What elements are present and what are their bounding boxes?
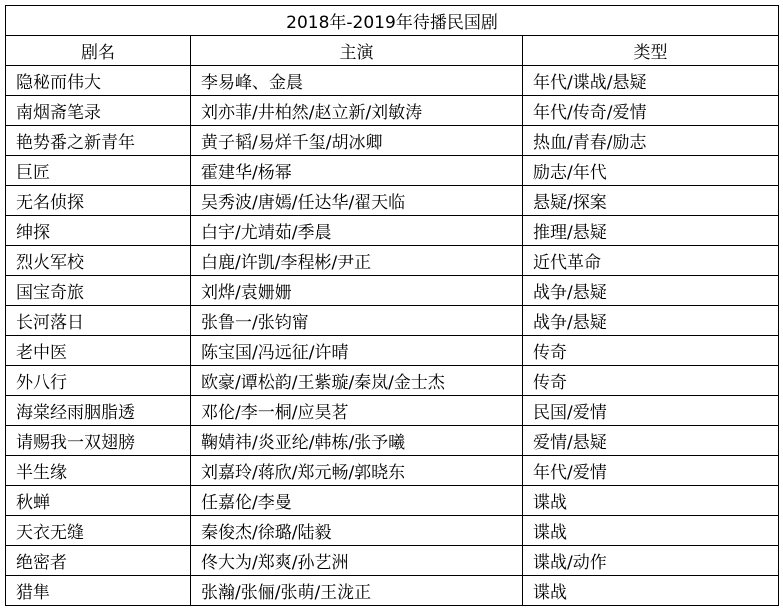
genre-cell: 谍战 — [523, 486, 779, 516]
cast-cell: 刘烨/袁姗姗 — [191, 276, 523, 306]
drama-name-cell: 南烟斋笔录 — [6, 96, 191, 126]
table-row — [6, 156, 779, 186]
cast-cell: 白鹿/许凯/李程彬/尹正 — [191, 246, 523, 276]
drama-name-cell: 天衣无缝 — [6, 516, 191, 546]
table-row — [6, 96, 779, 126]
table-title: 2018年-2019年待播民国剧 — [6, 6, 779, 36]
genre-cell: 年代/传奇/爱情 — [523, 96, 779, 126]
cast-cell: 白宇/尤靖茹/季晨 — [191, 216, 523, 246]
table-row — [6, 216, 779, 246]
cast-cell: 秦俊杰/徐璐/陆毅 — [191, 516, 523, 546]
table-row — [6, 336, 779, 366]
drama-name-cell: 请赐我一双翅膀 — [6, 426, 191, 456]
table-row — [6, 366, 779, 396]
cast-cell: 欧豪/谭松韵/王紫璇/秦岚/金士杰 — [191, 366, 523, 396]
drama-name-cell: 猎隼 — [6, 576, 191, 606]
genre-cell: 推理/悬疑 — [523, 216, 779, 246]
genre-cell: 爱情/悬疑 — [523, 426, 779, 456]
drama-name-cell: 无名侦探 — [6, 186, 191, 216]
drama-name-cell: 烈火军校 — [6, 246, 191, 276]
table-row — [6, 426, 779, 456]
drama-name-cell: 隐秘而伟大 — [6, 66, 191, 96]
table-row — [6, 66, 779, 96]
cast-cell: 刘嘉玲/蒋欣/郑元畅/郭晓东 — [191, 456, 523, 486]
genre-cell: 励志/年代 — [523, 156, 779, 186]
cast-cell: 霍建华/杨幂 — [191, 156, 523, 186]
table-row — [6, 276, 779, 306]
cast-cell: 任嘉伦/李曼 — [191, 486, 523, 516]
header-title: 剧名 — [6, 36, 191, 66]
genre-cell: 战争/悬疑 — [523, 276, 779, 306]
cast-cell: 陈宝国/冯远征/许晴 — [191, 336, 523, 366]
table-row — [6, 516, 779, 546]
table-row — [6, 306, 779, 336]
drama-name-cell: 外八行 — [6, 366, 191, 396]
genre-cell: 传奇 — [523, 366, 779, 396]
table-row — [6, 546, 779, 576]
table-body — [6, 66, 779, 606]
drama-name-cell: 绝密者 — [6, 546, 191, 576]
table-row — [6, 456, 779, 486]
cast-cell: 鞠婧祎/炎亚纶/韩栋/张予曦 — [191, 426, 523, 456]
table-row — [6, 186, 779, 216]
genre-cell: 谍战 — [523, 516, 779, 546]
genre-cell: 悬疑/探案 — [523, 186, 779, 216]
cast-cell: 佟大为/郑爽/孙艺洲 — [191, 546, 523, 576]
genre-cell: 战争/悬疑 — [523, 306, 779, 336]
drama-name-cell: 国宝奇旅 — [6, 276, 191, 306]
drama-name-cell: 海棠经雨胭脂透 — [6, 396, 191, 426]
header-row — [6, 36, 779, 66]
table-row — [6, 126, 779, 156]
genre-cell: 民国/爱情 — [523, 396, 779, 426]
header-cast: 主演 — [191, 36, 523, 66]
cast-cell: 吴秀波/唐嫣/任达华/翟天临 — [191, 186, 523, 216]
table-row — [6, 396, 779, 426]
table-row — [6, 246, 779, 276]
cast-cell: 李易峰、金晨 — [191, 66, 523, 96]
cast-cell: 张瀚/张俪/张萌/王泷正 — [191, 576, 523, 606]
genre-cell: 谍战/动作 — [523, 546, 779, 576]
drama-name-cell: 艳势番之新青年 — [6, 126, 191, 156]
genre-cell: 谍战 — [523, 576, 779, 606]
title-row — [6, 6, 779, 36]
drama-name-cell: 老中医 — [6, 336, 191, 366]
genre-cell: 近代革命 — [523, 246, 779, 276]
drama-name-cell: 秋蝉 — [6, 486, 191, 516]
cast-cell: 黄子韬/易烊千玺/胡冰卿 — [191, 126, 523, 156]
table-row — [6, 486, 779, 516]
table-row — [6, 576, 779, 606]
drama-name-cell: 半生缘 — [6, 456, 191, 486]
header-genre: 类型 — [523, 36, 779, 66]
drama-name-cell: 绅探 — [6, 216, 191, 246]
drama-table — [5, 5, 779, 606]
genre-cell: 年代/谍战/悬疑 — [523, 66, 779, 96]
drama-name-cell: 长河落日 — [6, 306, 191, 336]
genre-cell: 热血/青春/励志 — [523, 126, 779, 156]
cast-cell: 张鲁一/张钧甯 — [191, 306, 523, 336]
cast-cell: 邓伦/李一桐/应昊茗 — [191, 396, 523, 426]
cast-cell: 刘亦菲/井柏然/赵立新/刘敏涛 — [191, 96, 523, 126]
genre-cell: 传奇 — [523, 336, 779, 366]
drama-table-container — [5, 5, 778, 606]
drama-name-cell: 巨匠 — [6, 156, 191, 186]
genre-cell: 年代/爱情 — [523, 456, 779, 486]
